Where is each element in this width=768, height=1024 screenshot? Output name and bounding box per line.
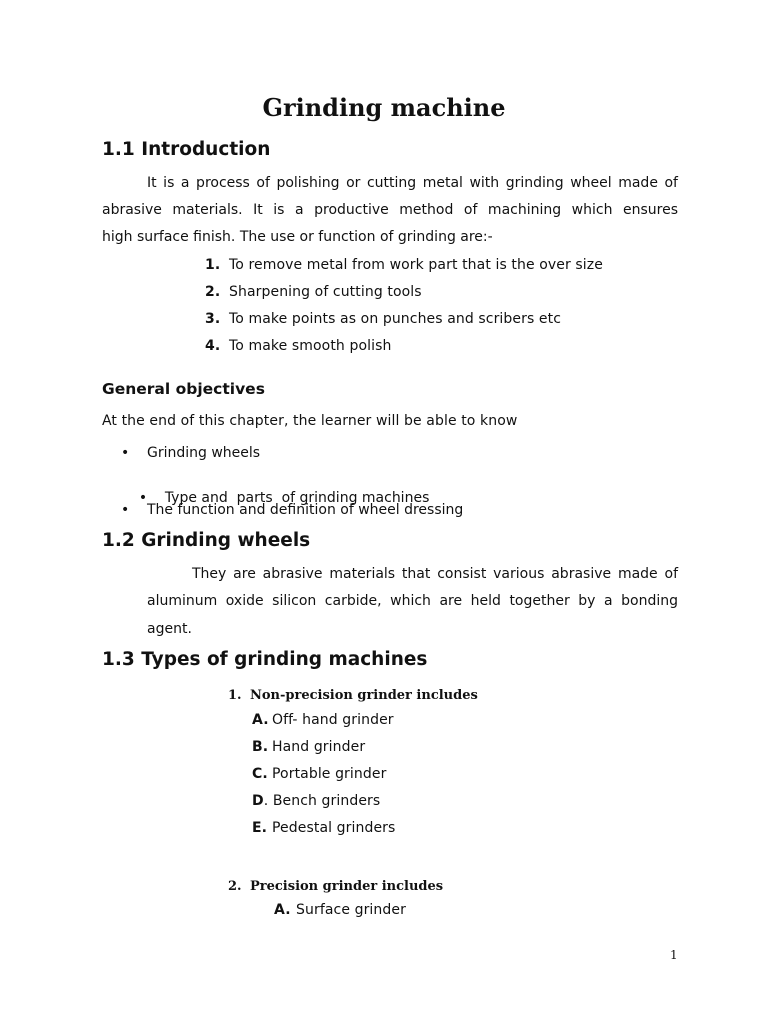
intro-paragraph-line: It is a process of polishing or cutting metal with grinding wheel made of: [147, 175, 678, 191]
sub-list-number: 1.: [228, 688, 242, 703]
list-item: [205, 338, 391, 354]
lettered-item: [252, 820, 395, 836]
bullet-dot: •: [121, 445, 130, 461]
page-number: 1: [670, 948, 678, 962]
precision-heading: [228, 875, 443, 894]
sub-list-number: 2.: [228, 879, 242, 894]
list-number: 4.: [205, 338, 221, 354]
wheels-paragraph-line: agent.: [147, 621, 192, 637]
item-letter: B.: [252, 739, 269, 755]
item-text: Surface grinder: [296, 902, 406, 918]
intro-paragraph-line: high surface finish. The use or function of grinding are:-: [102, 229, 493, 245]
objectives-lead: At the end of this chapter, the learner will be able to know: [102, 413, 518, 429]
bullet-item: [121, 445, 260, 461]
list-text: Sharpening of cutting tools: [229, 284, 422, 300]
lettered-item: [252, 766, 386, 782]
item-letter: A.: [252, 712, 269, 728]
objectives-heading: General objectives: [102, 380, 265, 398]
lettered-item: [252, 739, 365, 755]
item-text: Portable grinder: [272, 766, 387, 782]
sub-list-label: Precision grinder includes: [250, 879, 444, 894]
wheels-paragraph-line: aluminum oxide silicon carbide, which are held together by a bonding: [147, 593, 678, 609]
item-letter: C.: [252, 766, 268, 782]
list-number: 2.: [205, 284, 221, 300]
item-text: Off- hand grinder: [272, 712, 394, 728]
lettered-item: [252, 793, 380, 809]
list-number: 1.: [205, 257, 221, 273]
wheels-paragraph-line: They are abrasive materials that consist various abrasive made of: [192, 566, 678, 582]
page-title: Grinding machine: [262, 93, 506, 122]
section-heading-introduction: 1.1 Introduction: [102, 139, 271, 160]
lettered-item: [252, 712, 394, 728]
item-text: . Bench grinders: [263, 793, 381, 809]
item-letter: D: [252, 793, 264, 809]
bullet-item: [121, 502, 463, 518]
list-item: [205, 311, 561, 327]
item-letter: A.: [274, 902, 291, 918]
intro-paragraph-line: abrasive materials. It is a productive method of machining which ensures: [102, 202, 678, 218]
section-heading-types: 1.3 Types of grinding machines: [102, 649, 428, 670]
item-text: Hand grinder: [272, 739, 366, 755]
list-item: [205, 257, 603, 273]
list-text: To remove metal from work part that is the over size: [229, 257, 603, 273]
bullet-text: Type and parts of grinding machines: [164, 490, 430, 506]
list-number: 3.: [205, 311, 221, 327]
list-text: To make smooth polish: [229, 338, 392, 354]
item-text: Pedestal grinders: [272, 820, 396, 836]
bullet-text: Grinding wheels: [147, 445, 261, 461]
bullet-dot: •: [138, 490, 148, 506]
non-precision-heading: [228, 684, 478, 703]
bullet-dot: •: [121, 502, 130, 518]
bullet-text: The function and definition of wheel dressing: [147, 502, 464, 518]
section-heading-grinding-wheels: 1.2 Grinding wheels: [102, 530, 311, 551]
lettered-item: [274, 902, 406, 918]
list-text: To make points as on punches and scribers etc: [229, 311, 562, 327]
sub-list-label: Non-precision grinder includes: [250, 688, 478, 703]
item-letter: E.: [252, 820, 268, 836]
list-item: [205, 284, 422, 300]
